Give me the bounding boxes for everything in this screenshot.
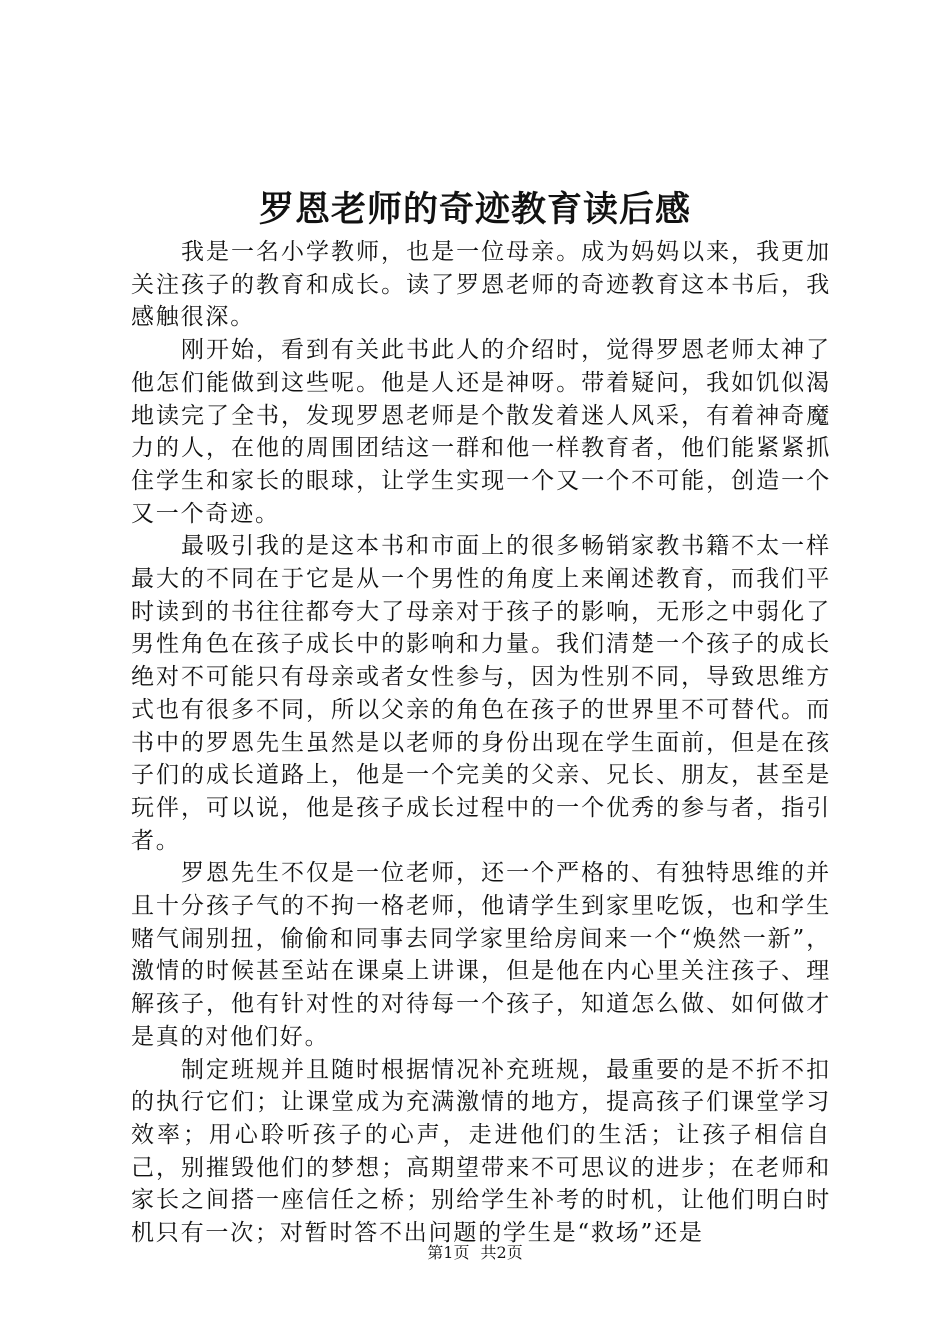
- paragraph: 制定班规并且随时根据情况补充班规，最重要的是不折不扣的执行它们；让课堂成为充满激情的地方，提高孩子们课堂学习效率；用心聆听孩子的心声，走进他们的生活；让孩子相信自己，别摧毁他们的梦想；高期望带来不可思议的进步；在老师和家长之间搭一座信任之桥；别给学生补考的时机，让他们明白时机只有一次；对暂时答不出问题的学生是“救场”还是: [131, 1056, 831, 1247]
- paragraph: 最吸引我的是这本书和市面上的很多畅销家教书籍不太一样最大的不同在于它是从一个男性的角度上来阐述教育，而我们平时读到的书往往都夸大了母亲对于孩子的影响，无形之中弱化了男性角色在孩子成长中的影响和力量。我们清楚一个孩子的成长绝对不可能只有母亲或者女性参与，因为性别不同，导致思维方式也有很多不同，所以父亲的角色在孩子的世界里不可替代。而书中的罗恩先生虽然是以老师的身份出现在学生面前，但是在孩子们的成长道路上，他是一个完美的父亲、兄长、朋友，甚至是玩伴，可以说，他是孩子成长过程中的一个优秀的参与者，指引者。: [131, 533, 831, 854]
- paragraph: 刚开始，看到有关此书此人的介绍时，觉得罗恩老师太神了他怎们能做到这些呢。他是人还是神呀。带着疑问，我如饥似渴地读完了全书，发现罗恩老师是个散发着迷人风采，有着神奇魔力的人，在他的周围团结这一群和他一样教育者，他们能紧紧抓住学生和家长的眼球，让学生实现一个又一个不可能，创造一个又一个奇迹。: [131, 337, 831, 527]
- paragraph: 罗恩先生不仅是一位老师，还一个严格的、有独特思维的并且十分孩子气的不拘一格老师，他请学生到家里吃饭，也和学生赌气闹别扭，偷偷和同事去同学家里给房间来一个“焕然一新”，激情的时候甚至站在课桌上讲课，但是他在内心里关注孩子、理解孩子，他有针对性的对待每一个孩子，知道怎么做、如何做才是真的对他们好。: [131, 860, 831, 1050]
- page-total: 共2页: [480, 1243, 523, 1262]
- document-title: 罗恩老师的奇迹教育读后感: [258, 189, 691, 230]
- page-footer: [0, 1242, 950, 1264]
- document-body: [131, 236, 831, 1250]
- paragraph: 我是一名小学教师，也是一位母亲。成为妈妈以来，我更加关注孩子的教育和成长。读了罗恩老师的奇迹教育这本书后，我感触很深。: [131, 239, 831, 331]
- page-number: 第1页: [427, 1243, 470, 1262]
